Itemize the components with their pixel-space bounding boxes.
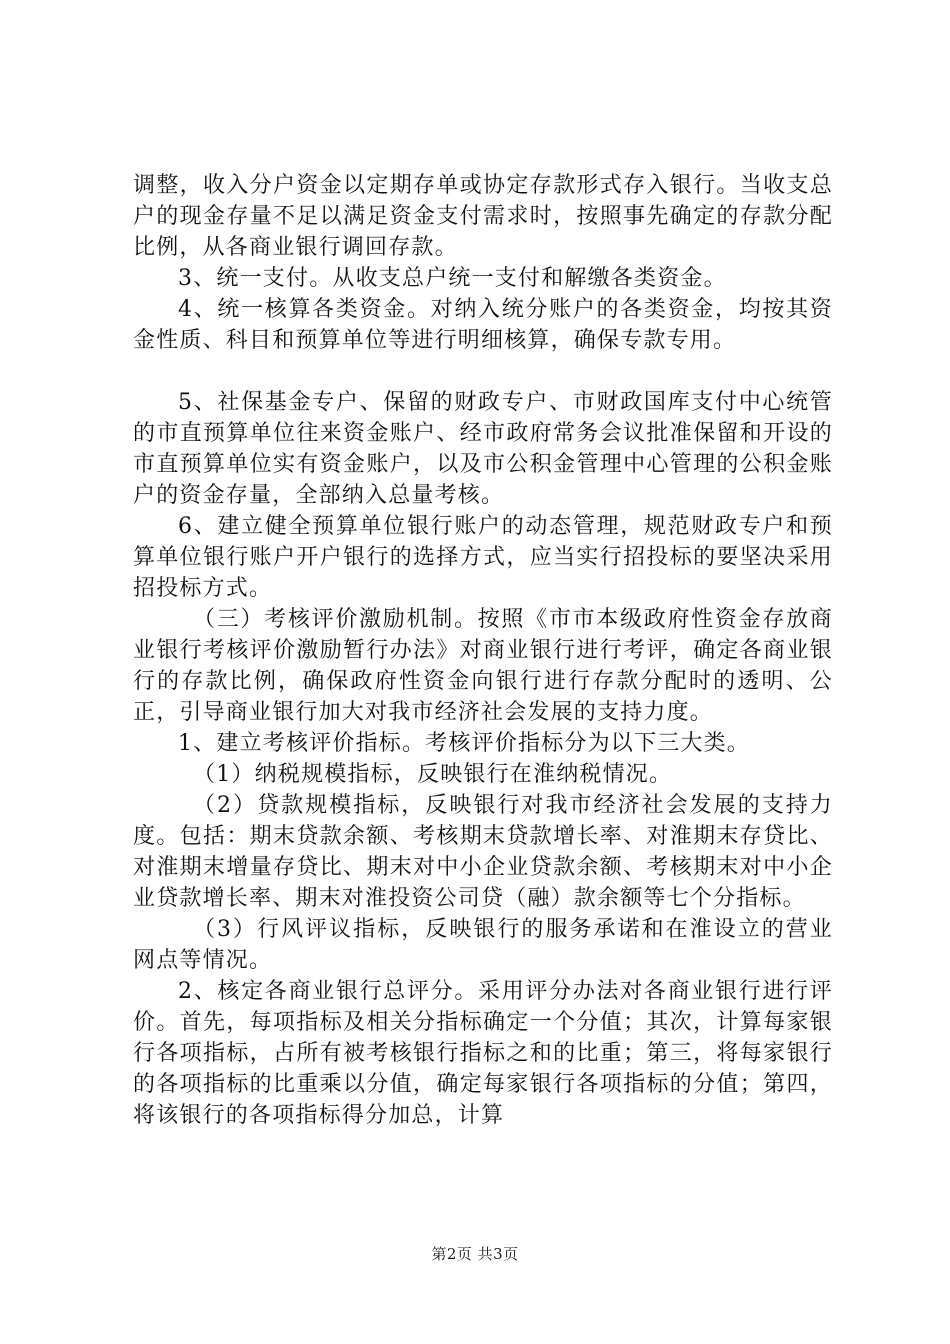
- paragraph-account-management: 6、建立健全预算单位银行账户的动态管理，规范财政专户和预算单位银行账户开户银行的选择方式，应当实行招投标的要坚决采用招投标方式。: [133, 514, 833, 601]
- paragraph-tax-indicator: （1）纳税规模指标，反映银行在淮纳税情况。: [193, 762, 673, 787]
- paragraph-unified-accounting: 4、统一核算各类资金。对纳入统分账户的各类资金，均按其资金性质、科目和预算单位等进行明细核算，确保专款专用。: [133, 297, 833, 353]
- paragraph-total-score: 2、核定各商业银行总评分。采用评分办法对各商业银行进行评价。首先，每项指标及相关分指标确定一个分值；其次，计算每家银行各项指标，占所有被考核银行指标之和的比重；第三，将每家银行的各项指标的比重乘以分值，确定每家银行各项指标的分值；第四，将该银行的各项指标得分加总，计算: [133, 979, 833, 1128]
- paragraph-incentive-mechanism: （三）考核评价激励机制。按照《市市本级政府性资金存放商业银行考核评价激励暂行办法》对商业银行进行考评，确定各商业银行的存款比例，确保政府性资金向银行进行存款分配时的透明、公正，引导商业银行加大对我市经济社会发展的支持力度。: [133, 607, 833, 725]
- paragraph-conduct-indicator: （3）行风评议指标，反映银行的服务承诺和在淮设立的营业网点等情况。: [133, 917, 833, 973]
- page-number-footer: 第2页 共3页: [431, 1245, 519, 1263]
- paragraph-loan-indicator: （2）贷款规模指标，反映银行对我市经济社会发展的支持力度。包括：期末贷款余额、考核期末贷款增长率、对淮期末存贷比、对淮期末增量存贷比、期末对中小企业贷款余额、考核期末对中小企业贷款增长率、期末对淮投资公司贷（融）款余额等七个分指标。: [133, 793, 833, 911]
- paragraph-assessment-indicators: 1、建立考核评价指标。考核评价指标分为以下三大类。: [178, 731, 750, 756]
- paragraph-unified-payment: 3、统一支付。从收支总户统一支付和解缴各类资金。: [178, 266, 727, 291]
- paragraph-continuation: 调整，收入分户资金以定期存单或协定存款形式存入银行。当收支总户的现金存量不足以满足资金支付需求时，按照事先确定的存款分配比例，从各商业银行调回存款。: [133, 173, 833, 260]
- document-body: [133, 170, 833, 1131]
- paragraph-total-assessment: 5、社保基金专户、保留的财政专户、市财政国库支付中心统管的市直预算单位往来资金账户、经市政府常务会议批准保留和开设的市直预算单位实有资金账户，以及市公积金管理中心管理的公积金账户的资金存量，全部纳入总量考核。: [133, 390, 833, 508]
